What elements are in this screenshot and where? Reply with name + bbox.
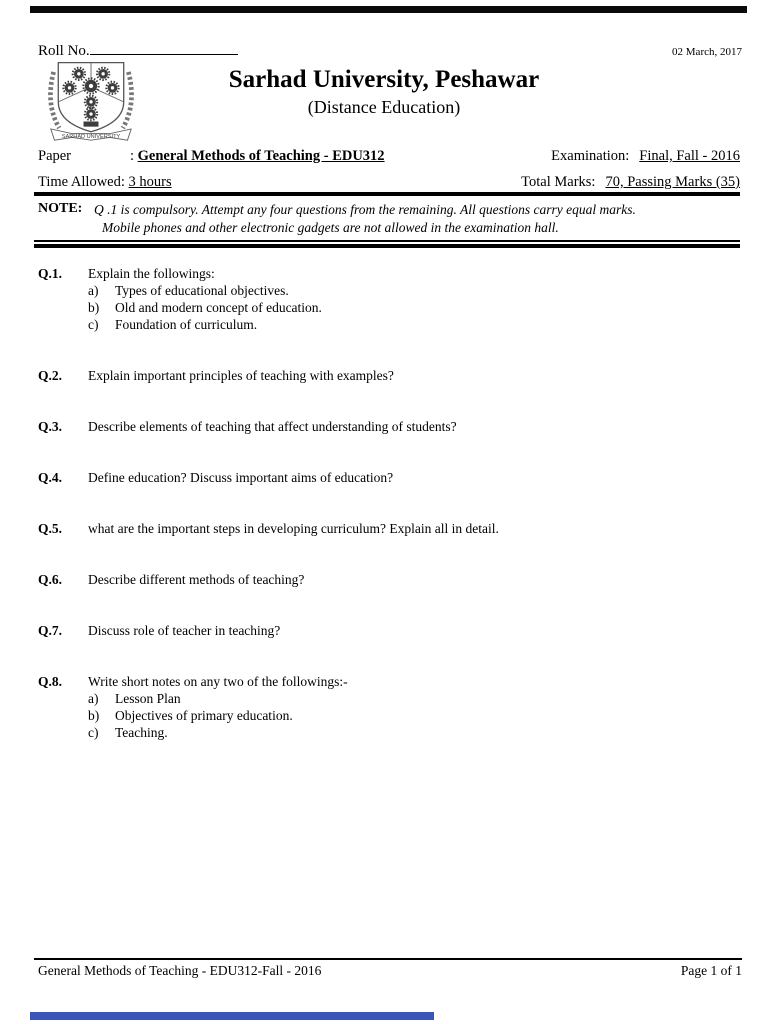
title-block bbox=[0, 66, 768, 118]
logo-banner-text: SARHAD UNIVERSITY bbox=[61, 133, 121, 140]
footer-course-title: General Methods of Teaching - EDU312-Fall - 2016 bbox=[38, 963, 322, 978]
note-label: NOTE: bbox=[38, 201, 83, 216]
paper-field bbox=[38, 148, 385, 165]
examination-value: Final, Fall - 2016 bbox=[639, 148, 740, 164]
crest-motto-box bbox=[84, 122, 99, 127]
time-allowed-field bbox=[38, 174, 172, 191]
question-text: Explain important principles of teaching with examples? bbox=[88, 368, 394, 383]
university-subtitle: (Distance Education) bbox=[307, 97, 461, 117]
paper-colon: : bbox=[130, 148, 135, 164]
question-number: Q.6. bbox=[38, 572, 63, 587]
question-text: Explain the followings: bbox=[88, 266, 215, 281]
question-number: Q.2. bbox=[38, 368, 63, 383]
header-divider-rule bbox=[34, 192, 740, 196]
question-8-sub-b: b) Objectives of primary education. bbox=[88, 708, 293, 723]
note-block bbox=[38, 201, 738, 237]
question-text: Discuss role of teacher in teaching? bbox=[88, 623, 281, 638]
question-4 bbox=[38, 469, 738, 486]
footer-page-number: Page 1 of 1 bbox=[680, 963, 742, 978]
note-bottom-rule bbox=[34, 240, 740, 248]
question-text: Write short notes on any two of the followings:- bbox=[88, 674, 348, 689]
question-number: Q.1. bbox=[38, 266, 63, 281]
university-title: Sarhad University, Peshawar bbox=[228, 66, 540, 93]
question-1-sub-c: c) Foundation of curriculum. bbox=[88, 317, 258, 332]
total-marks-label: Total Marks: bbox=[521, 174, 596, 190]
question-number: Q.7. bbox=[38, 623, 63, 638]
question-8 bbox=[38, 673, 738, 741]
paper-label: Paper bbox=[38, 148, 72, 164]
examination-label: Examination: bbox=[551, 148, 630, 164]
total-marks-field bbox=[521, 174, 740, 191]
page-footer bbox=[38, 963, 742, 979]
question-1 bbox=[38, 265, 738, 333]
question-list bbox=[38, 265, 738, 775]
question-3 bbox=[38, 418, 738, 435]
question-number: Q.3. bbox=[38, 419, 63, 434]
total-marks-value: 70, Passing Marks (35) bbox=[605, 174, 740, 190]
question-5 bbox=[38, 520, 738, 537]
question-2 bbox=[38, 367, 738, 384]
time-allowed-label: Time Allowed: bbox=[38, 174, 125, 190]
question-8-sub-a: a) Lesson Plan bbox=[88, 691, 181, 706]
question-8-sub-c: c) Teaching. bbox=[88, 725, 168, 740]
question-text: what are the important steps in developing curriculum? Explain all in detail. bbox=[88, 521, 499, 536]
question-1-sub-a: a) Types of educational objectives. bbox=[88, 283, 289, 298]
question-text: Define education? Discuss important aims of education? bbox=[88, 470, 394, 485]
roll-no-label: Roll No. bbox=[38, 43, 90, 59]
note-line-2: Mobile phones and other electronic gadgets are not allowed in the examination hall. bbox=[102, 220, 559, 235]
note-text bbox=[94, 201, 636, 237]
roll-no-blank-line bbox=[90, 42, 238, 55]
question-7 bbox=[38, 622, 738, 639]
question-text: Describe different methods of teaching? bbox=[88, 572, 305, 587]
question-number: Q.5. bbox=[38, 521, 63, 536]
footer-divider-rule bbox=[34, 958, 742, 960]
paper-value: General Methods of Teaching - EDU312 bbox=[137, 148, 385, 164]
exam-date: 02 March, 2017 bbox=[672, 46, 742, 58]
question-number: Q.8. bbox=[38, 674, 63, 689]
question-number: Q.4. bbox=[38, 470, 63, 485]
meta-row-1 bbox=[38, 148, 740, 165]
question-6 bbox=[38, 571, 738, 588]
question-text: Describe elements of teaching that affect understanding of students? bbox=[88, 419, 457, 434]
top-scan-bar bbox=[30, 6, 747, 13]
note-line-1: Q .1 is compulsory. Attempt any four questions from the remaining. All questions carry equal marks. bbox=[94, 202, 636, 217]
time-allowed-value: 3 hours bbox=[128, 174, 172, 190]
bottom-blue-bar bbox=[30, 1012, 434, 1020]
meta-row-2 bbox=[38, 174, 740, 191]
examination-field bbox=[551, 148, 740, 165]
question-1-sub-b: b) Old and modern concept of education. bbox=[88, 300, 322, 315]
